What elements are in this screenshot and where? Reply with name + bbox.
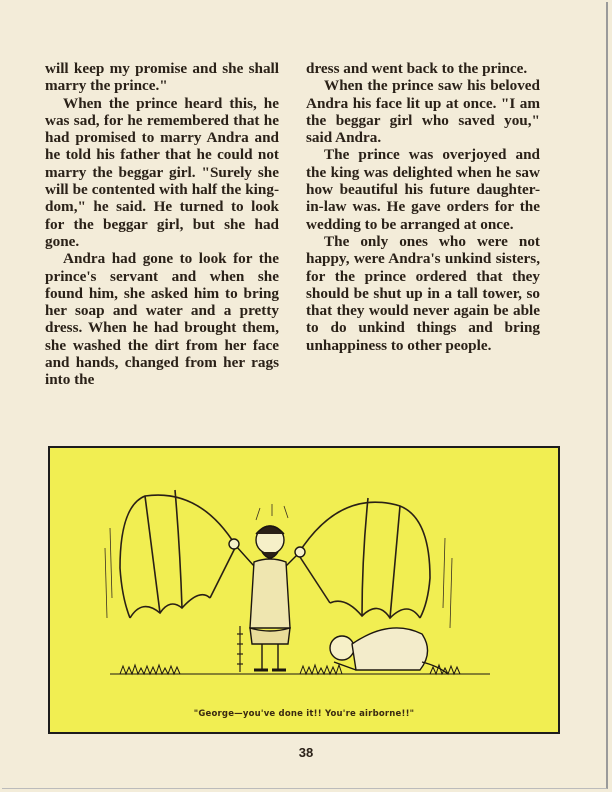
- measuring-stick: [237, 626, 243, 672]
- right-text-column: [306, 60, 540, 354]
- paragraph: dress and went back to the prince.: [306, 60, 528, 77]
- cartoon-caption: "George—you've done it!! You're airborne!!": [193, 709, 415, 719]
- left-wing: [120, 490, 236, 618]
- paragraph: When the prince heard this, he was sad, for he remembered that he had promised to marry Andra and he told his father that he could not marry the beggar girl. "Surely she will be contented with half the kingdom," he said. He turned to look for the beggar girl, but she had gone.: [45, 94, 279, 250]
- paragraph: The prince was overjoyed and the king was delighted when he saw how beautiful his future daughter-in-law was. He gave orders for the wedding to be arranged at once.: [306, 146, 540, 233]
- grass: [110, 665, 490, 674]
- right-wing: [298, 498, 430, 618]
- left-text-column: [45, 60, 279, 389]
- cartoon-panel: [48, 446, 560, 734]
- paragraph: When the prince saw his beloved Andra his face lit up at once. "I am the beggar girl who saved you," said Andra.: [306, 77, 540, 147]
- paragraph: will keep my promise and she shall marry the prince.": [45, 60, 279, 95]
- page-number: 38: [298, 745, 314, 760]
- crouching-man: [330, 628, 448, 674]
- cartoon-drawing: [50, 448, 558, 732]
- paragraph: Andra had gone to look for the prince's servant and when she found him, she asked him to bring her soap and water and a pretty dress. When he had brought them, she washed the dirt from her face and hands, changed from her rags into the: [45, 250, 279, 389]
- paragraph: The only ones who were not happy, were Andra's unkind sisters, for the prince ordered that they should be shut up in a tall tower, so that they would never again be able to do unkind things and bring unhappiness to other people.: [306, 232, 540, 354]
